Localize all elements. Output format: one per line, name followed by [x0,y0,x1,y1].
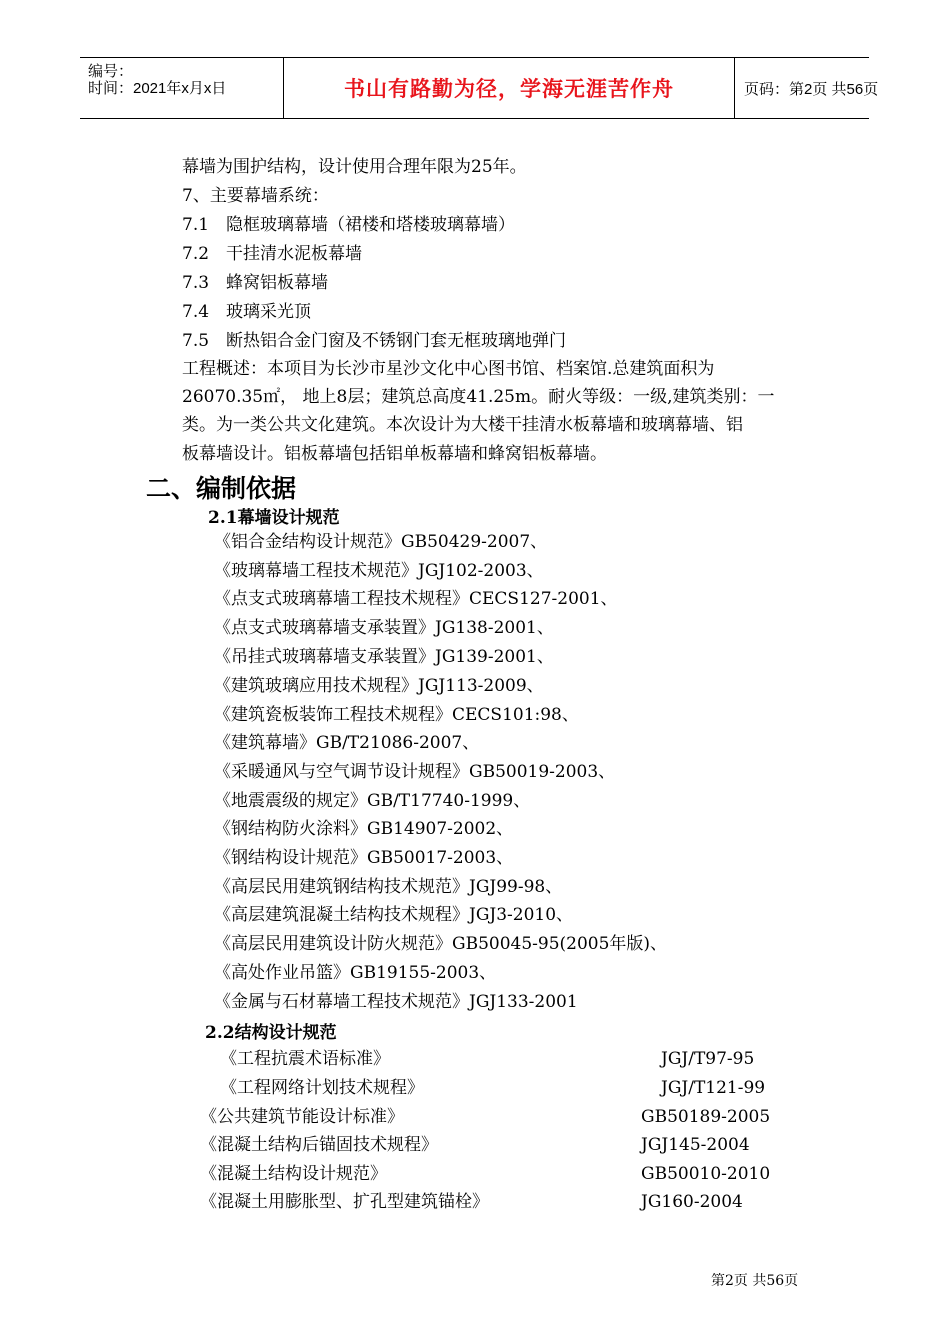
structure-standard-code: GB50010-2010 [641,1164,771,1184]
structure-standard-name: 《混凝土结构设计规范》 [200,1164,387,1184]
standard-item: 《高层民用建筑设计防火规范》GB50045-95(2005年版)、 [214,934,668,954]
standard-item: 《采暖通风与空气调节设计规程》GB50019-2003、 [214,762,616,782]
structure-standard-name: 《混凝土用膨胀型、扩孔型建筑锚栓》 [200,1192,489,1212]
header-motto-cell [283,58,735,118]
structure-standard-name: 《混凝土结构后锚固技术规程》 [200,1135,438,1155]
intro-line: 幕墙为围护结构，设计使用合理年限为25年。 [182,157,527,177]
intro-line: 26070.35㎡， 地上8层；建筑总高度41.25m。耐火等级：一级,建筑类别：一 [182,387,775,407]
standard-item: 《地震震级的规定》GB/T17740-1999、 [214,791,531,811]
intro-line: 7.1 隐框玻璃幕墙（裙楼和塔楼玻璃幕墙） [182,215,516,235]
section-heading: 二、编制依据 [146,475,297,503]
standard-item: 《点支式玻璃幕墙工程技术规程》CECS127-2001、 [214,589,618,609]
standard-item: 《钢结构设计规范》GB50017-2003、 [214,848,514,868]
standard-item: 《高处作业吊篮》GB19155-2003、 [214,963,497,983]
structure-standard-name: 《公共建筑节能设计标准》 [200,1107,404,1127]
document-time-label: 时间：2021年x月x日 [88,80,227,97]
structure-standard-code: JGJ/T97-95 [661,1049,755,1069]
subsection-heading: 2.2结构设计规范 [205,1023,337,1043]
header-page-cell [734,58,879,118]
structure-standard-code: JGJ/T121-99 [661,1078,766,1098]
intro-line: 7.3 蜂窝铝板幕墙 [182,273,329,293]
standard-item: 《建筑玻璃应用技术规程》JGJ113-2009、 [214,676,544,696]
standard-item: 《高层建筑混凝土结构技术规程》JGJ3-2010、 [214,905,574,925]
intro-line: 7.5 断热铝合金门窗及不锈钢门套无框玻璃地弹门 [182,331,567,351]
structure-standard-name: 《工程网络计划技术规程》 [220,1078,424,1098]
standard-item: 《建筑幕墙》GB/T21086-2007、 [214,733,480,753]
intro-line: 7.4 玻璃采光顶 [182,302,312,322]
intro-line: 工程概述：本项目为长沙市星沙文化中心图书馆、档案馆.总建筑面积为 [182,359,715,379]
page-header [80,57,879,119]
document-number-label: 编号： [88,63,134,80]
standard-item: 《吊挂式玻璃幕墙支承装置》JG139-2001、 [214,647,554,667]
intro-line: 7.2 干挂清水泥板幕墙 [182,244,363,264]
page-footer: 第2页 共56页 [711,1273,799,1289]
intro-line: 板幕墙设计。铝板幕墙包括铝单板幕墙和蜂窝铝板幕墙。 [182,444,607,464]
standard-item: 《点支式玻璃幕墙支承装置》JG138-2001、 [214,618,554,638]
standard-item: 《钢结构防火涂料》GB14907-2002、 [214,819,514,839]
standard-item: 《铝合金结构设计规范》GB50429-2007、 [214,532,548,552]
standard-item: 《高层民用建筑钢结构技术规范》JGJ99-98、 [214,877,563,897]
standard-item: 《玻璃幕墙工程技术规范》JGJ102-2003、 [214,561,544,581]
standard-item: 《建筑瓷板装饰工程技术规程》CECS101:98、 [214,705,579,725]
structure-standard-name: 《工程抗震术语标准》 [220,1049,390,1069]
header-motto: 书山有路勤为径，学海无涯苦作舟 [344,78,674,101]
header-page-info: 页码：第2页 共56页 [744,81,879,98]
header-meta-cell [80,58,283,118]
standard-item: 《金属与石材幕墙工程技术规范》JGJ133-2001 [214,992,578,1012]
subsection-heading: 2.1幕墙设计规范 [208,508,340,528]
intro-line: 类。为一类公共文化建筑。本次设计为大楼干挂清水板幕墙和玻璃幕墙、铝 [182,415,743,435]
intro-line: 7、主要幕墙系统： [182,186,329,206]
structure-standard-code: JG160-2004 [641,1192,743,1212]
structure-standard-code: JGJ145-2004 [641,1135,750,1155]
structure-standard-code: GB50189-2005 [641,1107,771,1127]
